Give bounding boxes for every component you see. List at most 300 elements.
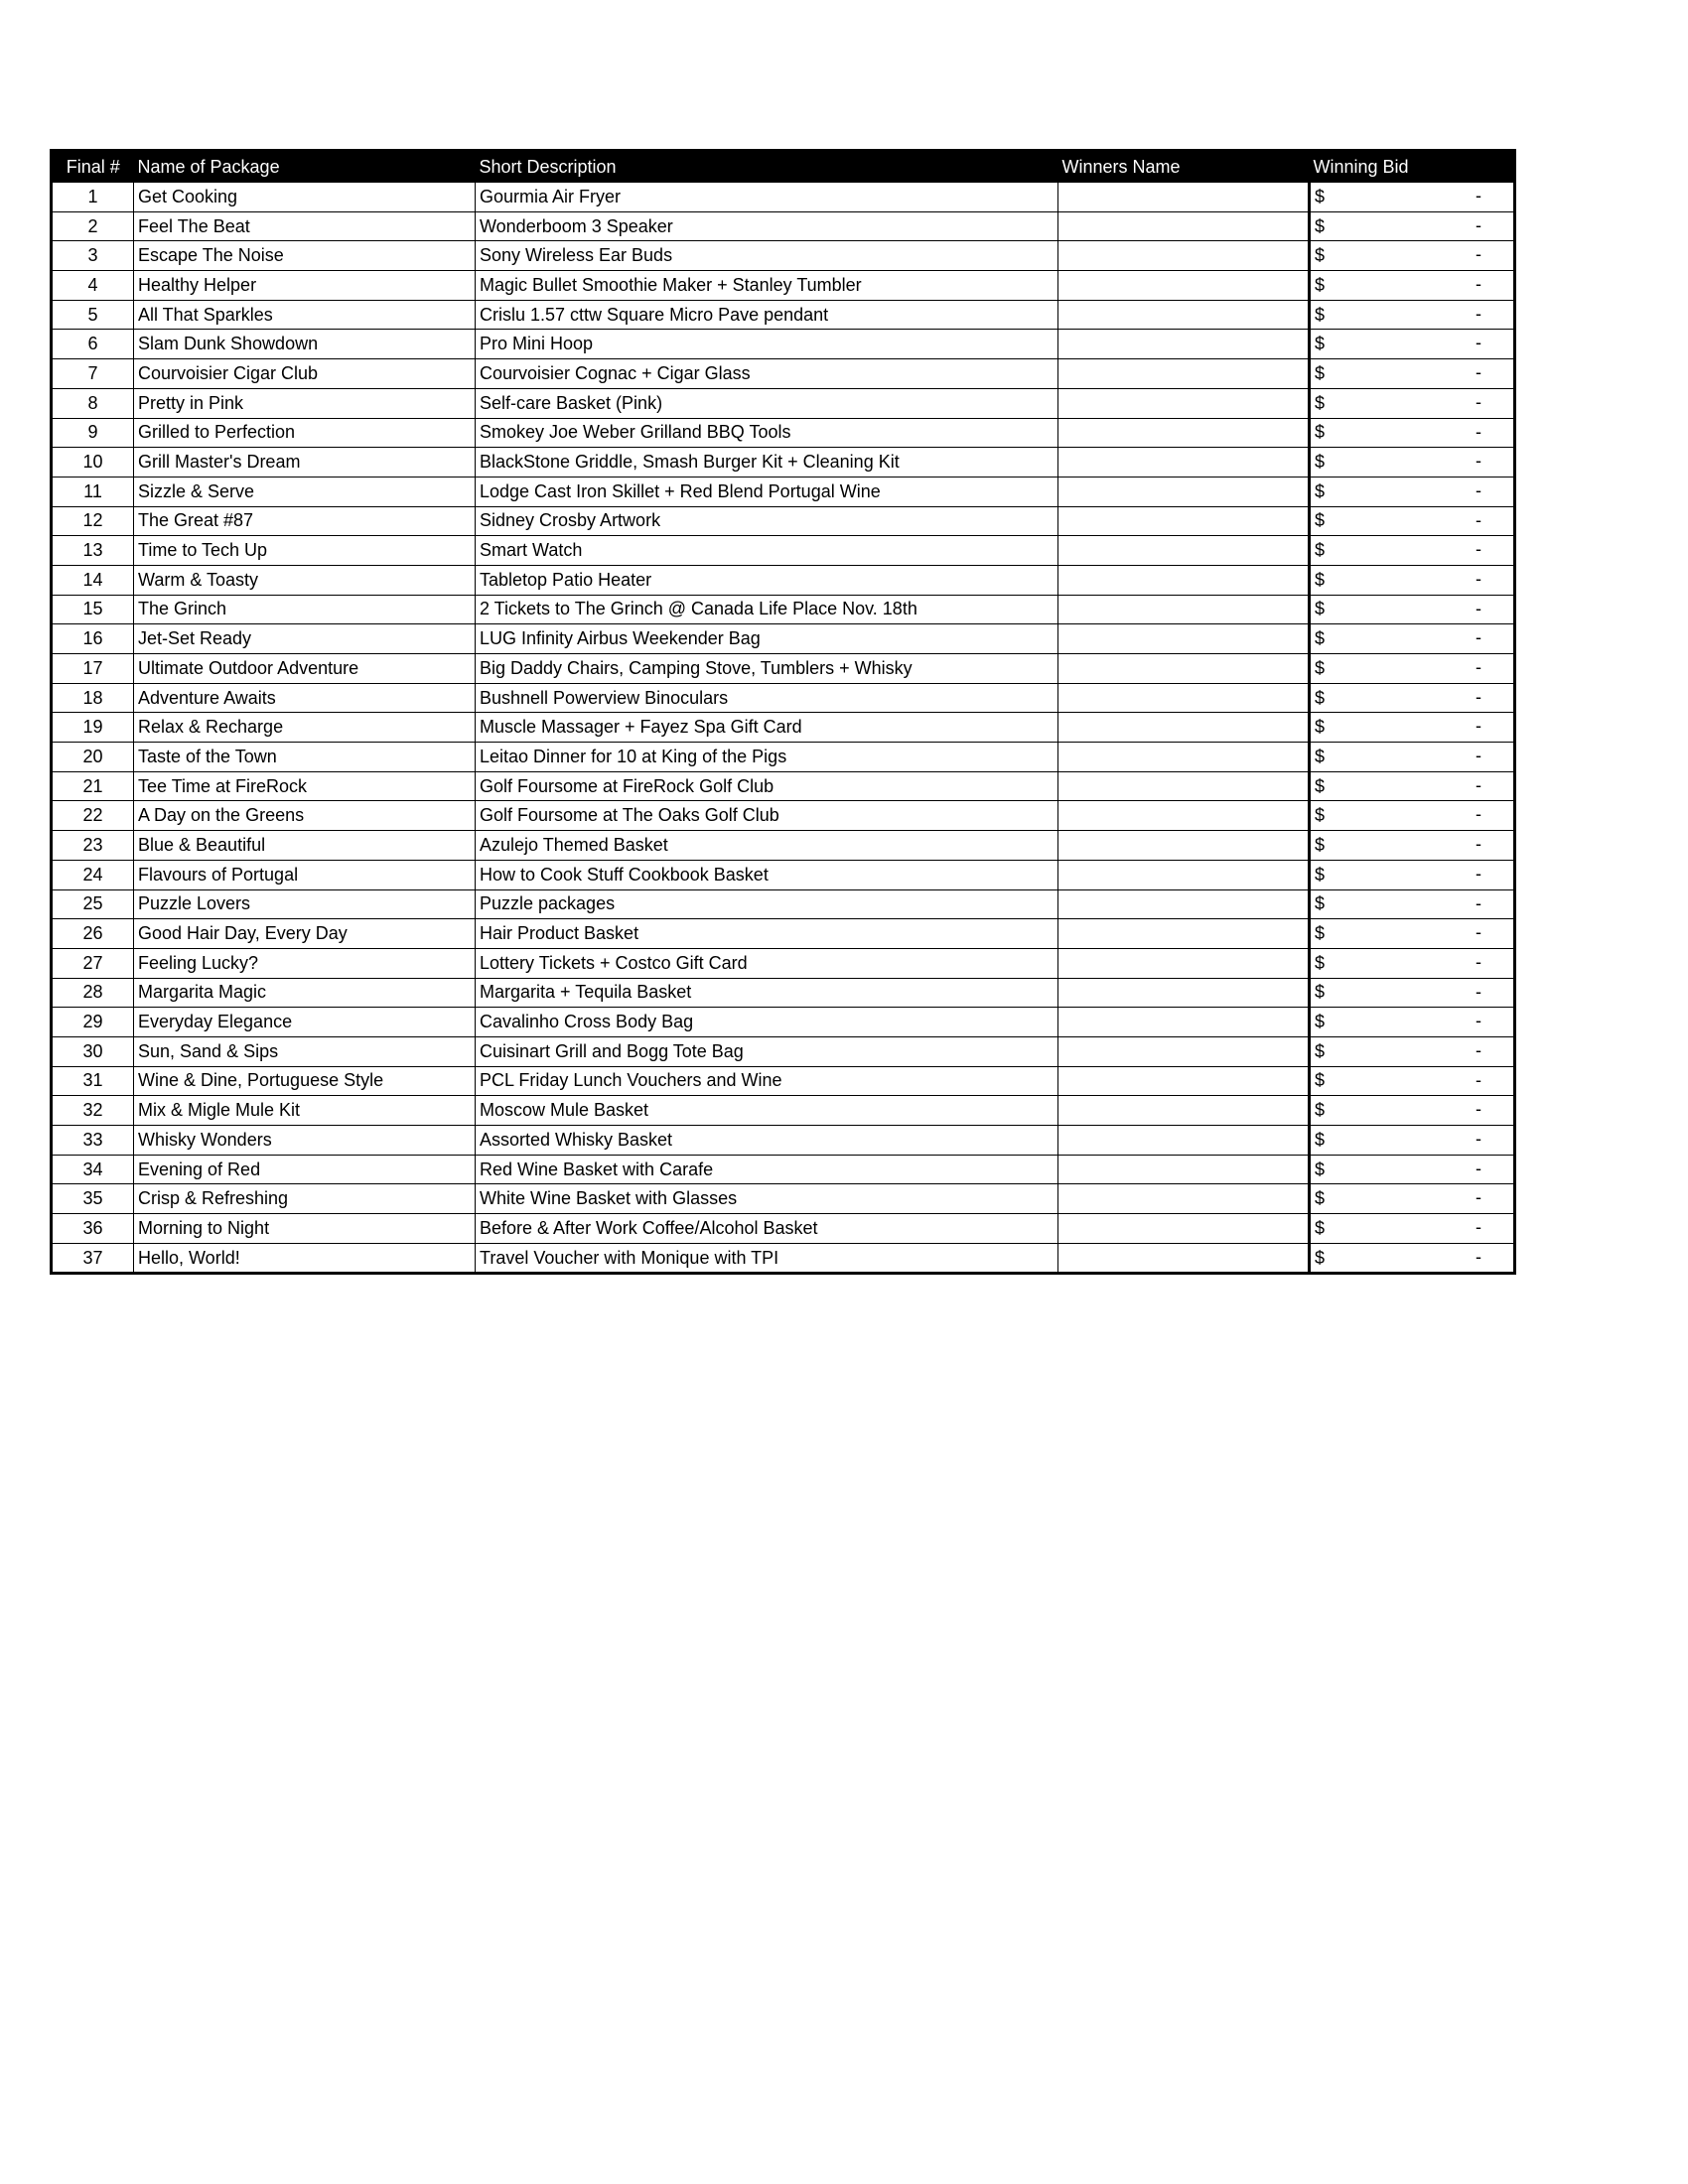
package-name: Courvoisier Cigar Club — [134, 359, 476, 389]
bid-amount: - — [1476, 951, 1481, 972]
package-name: A Day on the Greens — [134, 801, 476, 831]
winning-bid-cell[interactable] — [1310, 241, 1515, 271]
short-description: Crislu 1.57 cttw Square Micro Pave pendant — [476, 300, 1058, 330]
final-number: 12 — [52, 506, 134, 536]
bid-amount: - — [1476, 274, 1481, 295]
winners-name-cell[interactable] — [1058, 948, 1310, 978]
winning-bid-cell[interactable] — [1310, 183, 1515, 211]
table-row — [52, 477, 1515, 506]
winners-name-cell[interactable] — [1058, 713, 1310, 743]
winners-name-cell[interactable] — [1058, 330, 1310, 359]
winning-bid-cell[interactable] — [1310, 1096, 1515, 1126]
winners-name-cell[interactable] — [1058, 388, 1310, 418]
currency-symbol: $ — [1315, 1129, 1326, 1150]
table-row — [52, 889, 1515, 919]
table-row — [52, 506, 1515, 536]
package-name: Blue & Beautiful — [134, 831, 476, 861]
short-description: Azulejo Themed Basket — [476, 831, 1058, 861]
header-package-name: Name of Package — [134, 151, 476, 184]
currency-symbol: $ — [1315, 392, 1326, 413]
short-description: Magic Bullet Smoothie Maker + Stanley Tumbler — [476, 271, 1058, 301]
short-description: Courvoisier Cognac + Cigar Glass — [476, 359, 1058, 389]
table-row — [52, 1214, 1515, 1244]
final-number: 33 — [52, 1126, 134, 1156]
short-description: Sony Wireless Ear Buds — [476, 241, 1058, 271]
table-row — [52, 624, 1515, 654]
winning-bid-cell[interactable] — [1310, 831, 1515, 861]
short-description: Leitao Dinner for 10 at King of the Pigs — [476, 743, 1058, 772]
table-row — [52, 536, 1515, 566]
currency-symbol: $ — [1315, 657, 1326, 678]
package-name: Warm & Toasty — [134, 565, 476, 595]
final-number: 26 — [52, 919, 134, 949]
table-row — [52, 1126, 1515, 1156]
final-number: 8 — [52, 388, 134, 418]
currency-symbol: $ — [1315, 893, 1326, 914]
table-row — [52, 330, 1515, 359]
winning-bid-cell[interactable] — [1310, 1066, 1515, 1096]
table-row — [52, 271, 1515, 301]
package-name: Wine & Dine, Portuguese Style — [134, 1066, 476, 1096]
currency-symbol: $ — [1315, 510, 1326, 531]
currency-symbol: $ — [1315, 334, 1326, 354]
package-name: Relax & Recharge — [134, 713, 476, 743]
package-name: Sun, Sand & Sips — [134, 1036, 476, 1066]
bid-amount: - — [1476, 509, 1481, 530]
final-number: 32 — [52, 1096, 134, 1126]
winning-bid-cell[interactable] — [1310, 388, 1515, 418]
currency-symbol: $ — [1315, 628, 1326, 649]
final-number: 35 — [52, 1184, 134, 1214]
winners-name-cell[interactable] — [1058, 743, 1310, 772]
final-number: 18 — [52, 683, 134, 713]
short-description: Cuisinart Grill and Bogg Tote Bag — [476, 1036, 1058, 1066]
table-row — [52, 713, 1515, 743]
currency-symbol: $ — [1315, 599, 1326, 619]
winners-name-cell[interactable] — [1058, 477, 1310, 506]
winners-name-cell[interactable] — [1058, 183, 1310, 211]
final-number: 11 — [52, 477, 134, 506]
short-description: BlackStone Griddle, Smash Burger Kit + Cleaning Kit — [476, 448, 1058, 478]
bid-amount: - — [1476, 834, 1481, 855]
short-description: Assorted Whisky Basket — [476, 1126, 1058, 1156]
bid-amount: - — [1476, 804, 1481, 825]
bid-amount: - — [1476, 1217, 1481, 1238]
header-final-number: Final # — [52, 151, 134, 184]
final-number: 31 — [52, 1066, 134, 1096]
package-name: Sizzle & Serve — [134, 477, 476, 506]
winners-name-cell[interactable] — [1058, 506, 1310, 536]
winning-bid-cell[interactable] — [1310, 1008, 1515, 1037]
currency-symbol: $ — [1315, 1100, 1326, 1121]
table-row — [52, 683, 1515, 713]
bid-amount: - — [1476, 1158, 1481, 1178]
final-number: 2 — [52, 211, 134, 241]
currency-symbol: $ — [1315, 186, 1326, 206]
package-name: Morning to Night — [134, 1214, 476, 1244]
package-name: Taste of the Town — [134, 743, 476, 772]
package-name: All That Sparkles — [134, 300, 476, 330]
currency-symbol: $ — [1315, 1217, 1326, 1238]
table-row — [52, 1096, 1515, 1126]
bid-amount: - — [1476, 244, 1481, 265]
winning-bid-cell[interactable] — [1310, 211, 1515, 241]
table-row — [52, 1066, 1515, 1096]
bid-amount: - — [1476, 333, 1481, 353]
table-row — [52, 1155, 1515, 1184]
short-description: Smokey Joe Weber Grilland BBQ Tools — [476, 418, 1058, 448]
winners-name-cell[interactable] — [1058, 1126, 1310, 1156]
package-name: Mix & Migle Mule Kit — [134, 1096, 476, 1126]
winners-name-cell[interactable] — [1058, 1066, 1310, 1096]
currency-symbol: $ — [1315, 775, 1326, 796]
table-row — [52, 595, 1515, 624]
final-number: 13 — [52, 536, 134, 566]
bid-amount: - — [1476, 362, 1481, 383]
final-number: 34 — [52, 1155, 134, 1184]
final-number: 19 — [52, 713, 134, 743]
short-description: Margarita + Tequila Basket — [476, 978, 1058, 1008]
package-name: Tee Time at FireRock — [134, 771, 476, 801]
currency-symbol: $ — [1315, 687, 1326, 708]
short-description: Before & After Work Coffee/Alcohol Basket — [476, 1214, 1058, 1244]
package-name: Everyday Elegance — [134, 1008, 476, 1037]
final-number: 20 — [52, 743, 134, 772]
package-name: Pretty in Pink — [134, 388, 476, 418]
package-name: Evening of Red — [134, 1155, 476, 1184]
currency-symbol: $ — [1315, 362, 1326, 383]
final-number: 5 — [52, 300, 134, 330]
winning-bid-cell[interactable] — [1310, 860, 1515, 889]
winning-bid-cell[interactable] — [1310, 565, 1515, 595]
package-name: Slam Dunk Showdown — [134, 330, 476, 359]
winning-bid-cell[interactable] — [1310, 654, 1515, 684]
package-name: Puzzle Lovers — [134, 889, 476, 919]
final-number: 7 — [52, 359, 134, 389]
currency-symbol: $ — [1315, 923, 1326, 944]
winning-bid-cell[interactable] — [1310, 771, 1515, 801]
winners-name-cell[interactable] — [1058, 1155, 1310, 1184]
currency-symbol: $ — [1315, 1040, 1326, 1061]
winning-bid-cell[interactable] — [1310, 713, 1515, 743]
table-row — [52, 978, 1515, 1008]
bid-amount: - — [1476, 922, 1481, 943]
auction-packages-table — [50, 149, 1516, 1275]
package-name: The Grinch — [134, 595, 476, 624]
winning-bid-cell[interactable] — [1310, 330, 1515, 359]
winning-bid-cell[interactable] — [1310, 1214, 1515, 1244]
table-row — [52, 743, 1515, 772]
winning-bid-cell[interactable] — [1310, 624, 1515, 654]
final-number: 23 — [52, 831, 134, 861]
short-description: Cavalinho Cross Body Bag — [476, 1008, 1058, 1037]
table-row — [52, 1036, 1515, 1066]
winners-name-cell[interactable] — [1058, 300, 1310, 330]
short-description: Puzzle packages — [476, 889, 1058, 919]
bid-amount: - — [1476, 186, 1481, 205]
short-description: Muscle Massager + Fayez Spa Gift Card — [476, 713, 1058, 743]
winning-bid-cell[interactable] — [1310, 889, 1515, 919]
table-row — [52, 919, 1515, 949]
currency-symbol: $ — [1315, 422, 1326, 443]
bid-amount: - — [1476, 479, 1481, 500]
winning-bid-cell[interactable] — [1310, 1243, 1515, 1274]
short-description: Pro Mini Hoop — [476, 330, 1058, 359]
package-name: Whisky Wonders — [134, 1126, 476, 1156]
bid-amount: - — [1476, 863, 1481, 884]
bid-amount: - — [1476, 421, 1481, 442]
currency-symbol: $ — [1315, 717, 1326, 738]
table-row — [52, 948, 1515, 978]
final-number: 10 — [52, 448, 134, 478]
bid-amount: - — [1476, 1246, 1481, 1267]
bid-amount: - — [1476, 568, 1481, 589]
currency-symbol: $ — [1315, 452, 1326, 473]
final-number: 15 — [52, 595, 134, 624]
table-row — [52, 565, 1515, 595]
package-name: Jet-Set Ready — [134, 624, 476, 654]
currency-symbol: $ — [1315, 1012, 1326, 1032]
header-winners-name: Winners Name — [1058, 151, 1310, 184]
winners-name-cell[interactable] — [1058, 831, 1310, 861]
winners-name-cell[interactable] — [1058, 1096, 1310, 1126]
bid-amount: - — [1476, 1039, 1481, 1060]
bid-amount: - — [1476, 981, 1481, 1002]
winners-name-cell[interactable] — [1058, 860, 1310, 889]
bid-amount: - — [1476, 303, 1481, 324]
winners-name-cell[interactable] — [1058, 241, 1310, 271]
currency-symbol: $ — [1315, 982, 1326, 1003]
bid-amount: - — [1476, 451, 1481, 472]
winning-bid-cell[interactable] — [1310, 477, 1515, 506]
header-row — [52, 151, 1515, 184]
table-row — [52, 654, 1515, 684]
currency-symbol: $ — [1315, 1159, 1326, 1179]
winners-name-cell[interactable] — [1058, 359, 1310, 389]
table-row — [52, 1184, 1515, 1214]
winners-name-cell[interactable] — [1058, 1008, 1310, 1037]
table-row — [52, 1008, 1515, 1037]
winners-name-cell[interactable] — [1058, 771, 1310, 801]
short-description: LUG Infinity Airbus Weekender Bag — [476, 624, 1058, 654]
table-row — [52, 831, 1515, 861]
winners-name-cell[interactable] — [1058, 536, 1310, 566]
currency-symbol: $ — [1315, 1188, 1326, 1209]
final-number: 27 — [52, 948, 134, 978]
winners-name-cell[interactable] — [1058, 1243, 1310, 1274]
currency-symbol: $ — [1315, 1247, 1326, 1268]
currency-symbol: $ — [1315, 834, 1326, 855]
final-number: 25 — [52, 889, 134, 919]
table-row — [52, 388, 1515, 418]
currency-symbol: $ — [1315, 746, 1326, 766]
bid-amount: - — [1476, 539, 1481, 560]
short-description: Big Daddy Chairs, Camping Stove, Tumblers + Whisky — [476, 654, 1058, 684]
table-row — [52, 418, 1515, 448]
table-row — [52, 211, 1515, 241]
short-description: Moscow Mule Basket — [476, 1096, 1058, 1126]
short-description: Hair Product Basket — [476, 919, 1058, 949]
package-name: Escape The Noise — [134, 241, 476, 271]
winning-bid-cell[interactable] — [1310, 1155, 1515, 1184]
winning-bid-cell[interactable] — [1310, 271, 1515, 301]
currency-symbol: $ — [1315, 245, 1326, 266]
winning-bid-cell[interactable] — [1310, 978, 1515, 1008]
bid-amount: - — [1476, 1011, 1481, 1031]
bid-amount: - — [1476, 598, 1481, 618]
final-number: 9 — [52, 418, 134, 448]
table-row — [52, 241, 1515, 271]
short-description: Golf Foursome at FireRock Golf Club — [476, 771, 1058, 801]
winners-name-cell[interactable] — [1058, 919, 1310, 949]
winning-bid-cell[interactable] — [1310, 300, 1515, 330]
winning-bid-cell[interactable] — [1310, 743, 1515, 772]
short-description: Lodge Cast Iron Skillet + Red Blend Portugal Wine — [476, 477, 1058, 506]
winning-bid-cell[interactable] — [1310, 1126, 1515, 1156]
table-row — [52, 183, 1515, 211]
winners-name-cell[interactable] — [1058, 1214, 1310, 1244]
short-description: White Wine Basket with Glasses — [476, 1184, 1058, 1214]
package-name: The Great #87 — [134, 506, 476, 536]
final-number: 30 — [52, 1036, 134, 1066]
table-row — [52, 801, 1515, 831]
table-row — [52, 448, 1515, 478]
winners-name-cell[interactable] — [1058, 271, 1310, 301]
winners-name-cell[interactable] — [1058, 565, 1310, 595]
final-number: 29 — [52, 1008, 134, 1037]
final-number: 36 — [52, 1214, 134, 1244]
currency-symbol: $ — [1315, 274, 1326, 295]
currency-symbol: $ — [1315, 952, 1326, 973]
bid-amount: - — [1476, 657, 1481, 677]
bid-amount: - — [1476, 892, 1481, 913]
short-description: Self-care Basket (Pink) — [476, 388, 1058, 418]
package-name: Ultimate Outdoor Adventure — [134, 654, 476, 684]
short-description: Gourmia Air Fryer — [476, 183, 1058, 211]
winning-bid-cell[interactable] — [1310, 683, 1515, 713]
winners-name-cell[interactable] — [1058, 889, 1310, 919]
short-description: Golf Foursome at The Oaks Golf Club — [476, 801, 1058, 831]
final-number: 37 — [52, 1243, 134, 1274]
package-name: Good Hair Day, Every Day — [134, 919, 476, 949]
final-number: 14 — [52, 565, 134, 595]
short-description: Tabletop Patio Heater — [476, 565, 1058, 595]
bid-amount: - — [1476, 774, 1481, 795]
header-winning-bid: Winning Bid — [1310, 151, 1515, 184]
bid-amount: - — [1476, 391, 1481, 412]
final-number: 17 — [52, 654, 134, 684]
package-name: Feeling Lucky? — [134, 948, 476, 978]
bid-amount: - — [1476, 627, 1481, 648]
winning-bid-cell[interactable] — [1310, 1036, 1515, 1066]
table-row — [52, 359, 1515, 389]
final-number: 1 — [52, 183, 134, 211]
short-description: PCL Friday Lunch Vouchers and Wine — [476, 1066, 1058, 1096]
bid-amount: - — [1476, 686, 1481, 707]
currency-symbol: $ — [1315, 1070, 1326, 1091]
bid-amount: - — [1476, 1069, 1481, 1090]
final-number: 4 — [52, 271, 134, 301]
winning-bid-cell[interactable] — [1310, 801, 1515, 831]
winners-name-cell[interactable] — [1058, 418, 1310, 448]
final-number: 3 — [52, 241, 134, 271]
package-name: Time to Tech Up — [134, 536, 476, 566]
winners-name-cell[interactable] — [1058, 624, 1310, 654]
package-name: Flavours of Portugal — [134, 860, 476, 889]
winning-bid-cell[interactable] — [1310, 536, 1515, 566]
currency-symbol: $ — [1315, 864, 1326, 885]
winning-bid-cell[interactable] — [1310, 506, 1515, 536]
short-description: Lottery Tickets + Costco Gift Card — [476, 948, 1058, 978]
winners-name-cell[interactable] — [1058, 978, 1310, 1008]
currency-symbol: $ — [1315, 805, 1326, 826]
bid-amount: - — [1476, 214, 1481, 235]
winners-name-cell[interactable] — [1058, 448, 1310, 478]
short-description: Red Wine Basket with Carafe — [476, 1155, 1058, 1184]
winners-name-cell[interactable] — [1058, 595, 1310, 624]
winners-name-cell[interactable] — [1058, 801, 1310, 831]
winning-bid-cell[interactable] — [1310, 595, 1515, 624]
table-row — [52, 771, 1515, 801]
final-number: 6 — [52, 330, 134, 359]
currency-symbol: $ — [1315, 304, 1326, 325]
package-name: Hello, World! — [134, 1243, 476, 1274]
package-name: Get Cooking — [134, 183, 476, 211]
short-description: Bushnell Powerview Binoculars — [476, 683, 1058, 713]
short-description: How to Cook Stuff Cookbook Basket — [476, 860, 1058, 889]
winners-name-cell[interactable] — [1058, 683, 1310, 713]
package-name: Grilled to Perfection — [134, 418, 476, 448]
package-name: Healthy Helper — [134, 271, 476, 301]
package-name: Feel The Beat — [134, 211, 476, 241]
winners-name-cell[interactable] — [1058, 1036, 1310, 1066]
header-short-description: Short Description — [476, 151, 1058, 184]
final-number: 22 — [52, 801, 134, 831]
currency-symbol: $ — [1315, 569, 1326, 590]
winners-name-cell[interactable] — [1058, 1184, 1310, 1214]
winning-bid-cell[interactable] — [1310, 1184, 1515, 1214]
winning-bid-cell[interactable] — [1310, 448, 1515, 478]
short-description: Wonderboom 3 Speaker — [476, 211, 1058, 241]
currency-symbol: $ — [1315, 480, 1326, 501]
short-description: Sidney Crosby Artwork — [476, 506, 1058, 536]
winners-name-cell[interactable] — [1058, 211, 1310, 241]
package-name: Crisp & Refreshing — [134, 1184, 476, 1214]
final-number: 21 — [52, 771, 134, 801]
winning-bid-cell[interactable] — [1310, 919, 1515, 949]
table-row — [52, 860, 1515, 889]
table-row — [52, 300, 1515, 330]
winning-bid-cell[interactable] — [1310, 418, 1515, 448]
short-description: Travel Voucher with Monique with TPI — [476, 1243, 1058, 1274]
winning-bid-cell[interactable] — [1310, 948, 1515, 978]
short-description: Smart Watch — [476, 536, 1058, 566]
table-row — [52, 1243, 1515, 1274]
winning-bid-cell[interactable] — [1310, 359, 1515, 389]
package-name: Grill Master's Dream — [134, 448, 476, 478]
package-name: Margarita Magic — [134, 978, 476, 1008]
package-name: Adventure Awaits — [134, 683, 476, 713]
final-number: 16 — [52, 624, 134, 654]
short-description: 2 Tickets to The Grinch @ Canada Life Place Nov. 18th — [476, 595, 1058, 624]
winners-name-cell[interactable] — [1058, 654, 1310, 684]
bid-amount: - — [1476, 1099, 1481, 1120]
bid-amount: - — [1476, 716, 1481, 737]
bid-amount: - — [1476, 746, 1481, 766]
bid-amount: - — [1476, 1129, 1481, 1149]
bid-amount: - — [1476, 1187, 1481, 1208]
final-number: 24 — [52, 860, 134, 889]
